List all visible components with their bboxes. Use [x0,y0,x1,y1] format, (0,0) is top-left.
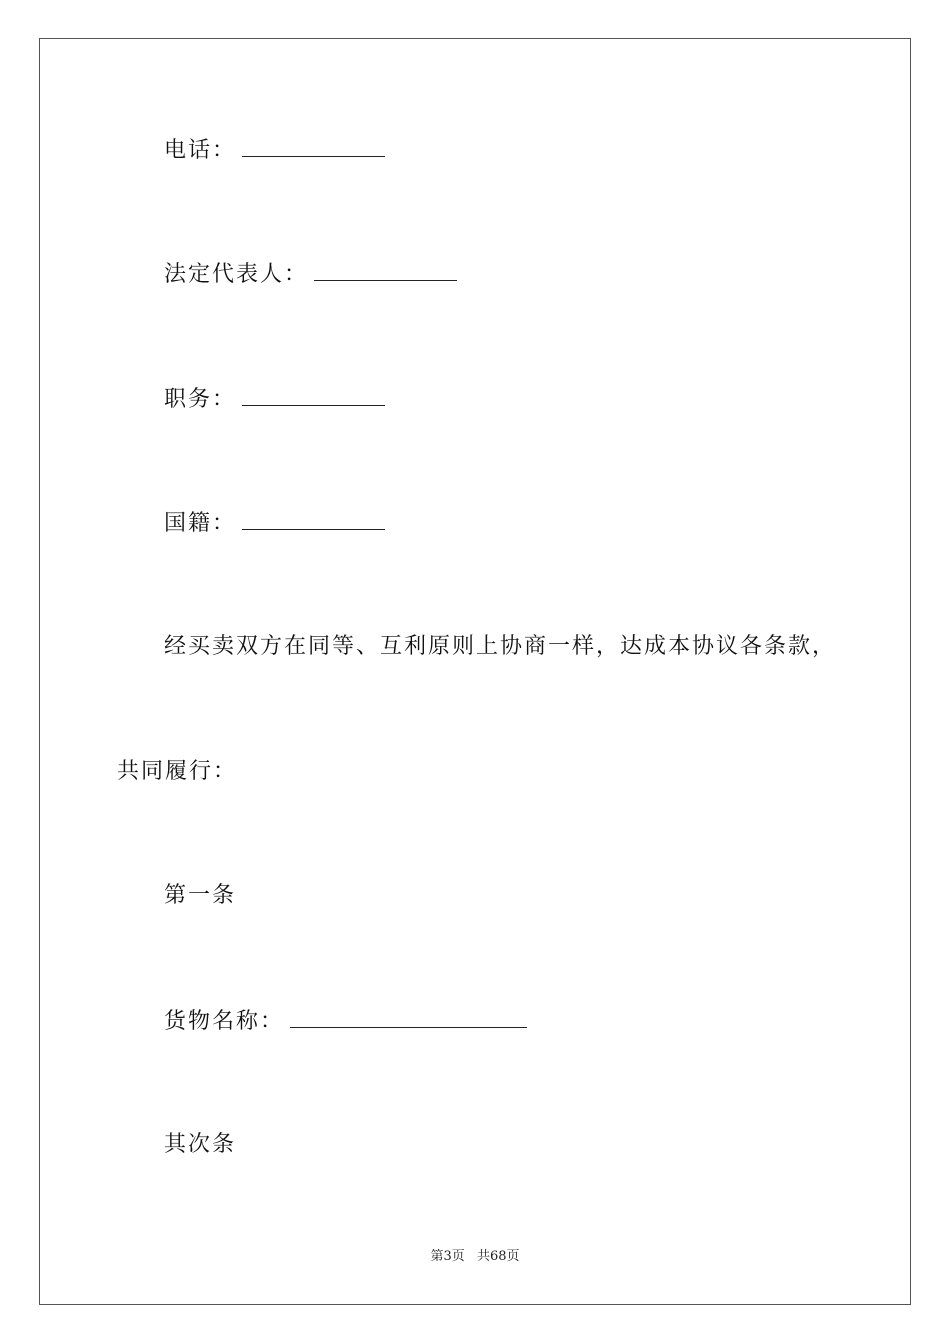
goods-name-blank [290,1007,527,1028]
page-number-total: 共68页 [476,1249,520,1264]
phone-field [164,136,385,165]
nationality-label: 国籍： [164,511,237,536]
goods-name-label: 货物名称： [164,1009,285,1034]
goods-name-field [164,1007,527,1036]
phone-blank [242,136,385,157]
legal-rep-blank [314,260,457,281]
nationality-field [164,509,385,538]
position-label: 职务： [164,387,237,412]
page-number-current: 第3页 [430,1249,465,1264]
position-blank [242,385,385,406]
article-1-heading: 第一条 [164,883,237,908]
intro-paragraph-line1: 经买卖双方在同等、互利原则上协商一样，达成本协议各条款， [164,634,837,659]
nationality-blank [242,509,385,530]
position-field [164,385,385,414]
legal-rep-field [164,260,457,289]
intro-paragraph-line2: 共同履行： [117,759,238,784]
article-2-heading: 其次条 [164,1132,237,1157]
phone-label: 电话： [164,138,237,163]
legal-rep-label: 法定代表人： [164,262,309,287]
page-footer [0,1248,950,1266]
page-border [39,38,911,1305]
